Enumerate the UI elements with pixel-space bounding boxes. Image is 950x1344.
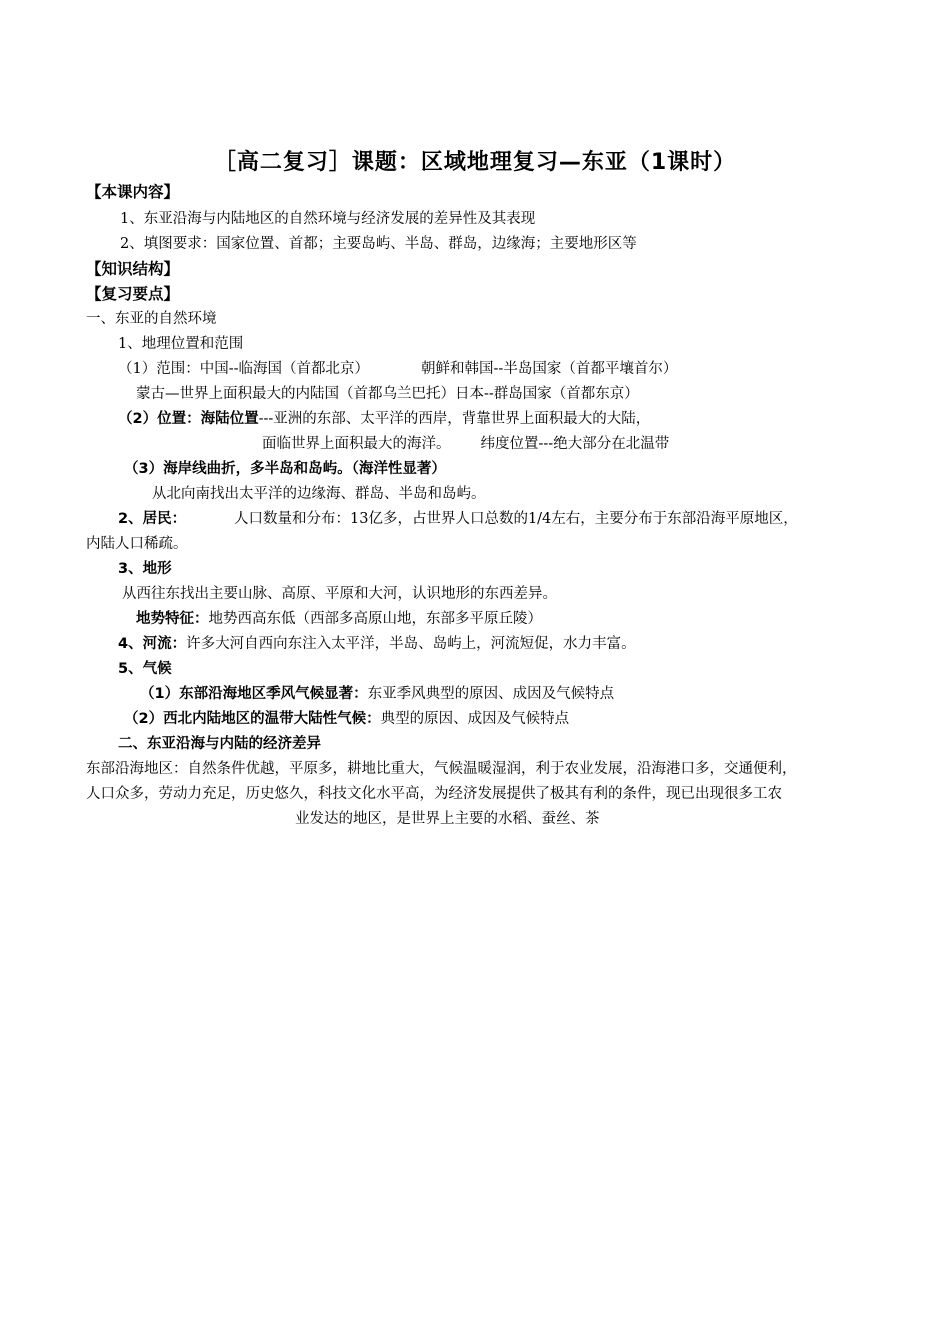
- climate-2-text: 典型的原因、成因及气候特点: [380, 711, 570, 727]
- economy-heading: 二、东亚沿海与内陆的经济差异: [118, 736, 321, 752]
- river-text: 许多大河自西向东注入太平洋，半岛、岛屿上，河流短促，水力丰富。: [186, 636, 636, 652]
- terrain-feature-label: 地势特征：: [136, 611, 209, 627]
- river-line: [118, 634, 636, 654]
- terrain-heading: 3、地形: [118, 561, 172, 577]
- geo-heading: 1、地理位置和范围: [118, 336, 244, 352]
- economy-line-3: 业发达的地区，是世界上主要的水稻、蚕丝、茶: [295, 811, 600, 827]
- sea-land-position-text-2: 面临世界上面积最大的海洋。: [262, 436, 451, 452]
- climate-line-1: [140, 684, 614, 704]
- climate-1-text: 东亚季风典型的原因、成因及气候特点: [367, 686, 615, 702]
- climate-line-2: [124, 709, 569, 729]
- page-title: ［高二复习］课题：区域地理复习—东亚（1课时）: [213, 150, 737, 175]
- section-head-points: 【复习要点】: [86, 285, 180, 303]
- economy-line-1: 东部沿海地区：自然条件优越，平原多，耕地比重大，气候温暖湿润，利于农业发展，沿海港口多，交通便利，: [86, 761, 797, 777]
- population-label: 2、居民：: [118, 511, 187, 527]
- nature-heading: 一、东亚的自然环境: [86, 311, 217, 327]
- section-head-content: 【本课内容】: [86, 183, 180, 201]
- terrain-feature-line: [136, 609, 542, 629]
- coastline-heading: （3）海岸线曲折，多半岛和岛屿。（海洋性显著）: [124, 461, 446, 477]
- content-item-1: 1、东亚沿海与内陆地区的自然环境与经济发展的差异性及其表现: [120, 211, 536, 227]
- river-label: 4、河流：: [118, 636, 187, 652]
- climate-1-label: （1）东部沿海地区季风气候显著：: [140, 686, 368, 702]
- population-line: [118, 509, 798, 529]
- sea-land-position-label: 海陆位置: [200, 411, 259, 427]
- climate-heading: 5、气候: [118, 661, 172, 677]
- climate-2-label: （2）西北内陆地区的温带大陆性气候：: [124, 711, 381, 727]
- range-china: （1）范围：中国--临海国（首都北京）: [118, 361, 370, 377]
- range-line-2: 蒙古—世界上面积最大的内陆国（首都乌兰巴托）日本--群岛国家（首都东京）: [136, 386, 639, 402]
- sea-land-position-text: ---亚洲的东部、太平洋的西岸，背靠世界上面积最大的大陆，: [258, 411, 651, 427]
- range-line-1: [118, 359, 677, 379]
- population-text: 人口数量和分布：13亿多，占世界人口总数的1/4左右，主要分布于东部沿海平原地区，: [234, 511, 798, 527]
- position-line-1: [118, 409, 650, 429]
- coastline-text: 从北向南找出太平洋的边缘海、群岛、半岛和岛屿。: [152, 486, 486, 502]
- section-head-structure: 【知识结构】: [86, 260, 180, 278]
- population-text-2: 内陆人口稀疏。: [86, 536, 188, 552]
- economy-line-2: 人口众多，劳动力充足，历史悠久，科技文化水平高，为经济发展提供了极其有利的条件，现已出现很多工农: [86, 786, 782, 802]
- position-line-2: [262, 434, 669, 454]
- position-label: （2）位置：: [118, 411, 201, 427]
- terrain-feature-text: 地势西高东低（西部多高原山地，东部多平原丘陵）: [208, 611, 542, 627]
- range-korea: 朝鲜和韩国--半岛国家（首都平壤首尔）: [421, 361, 678, 377]
- terrain-text: 从西往东找出主要山脉、高原、平原和大河，认识地形的东西差异。: [122, 586, 557, 602]
- content-item-2: 2、填图要求：国家位置、首都；主要岛屿、半岛、群岛，边缘海；主要地形区等: [120, 236, 637, 252]
- latitude-position: 纬度位置---绝大部分在北温带: [480, 436, 670, 452]
